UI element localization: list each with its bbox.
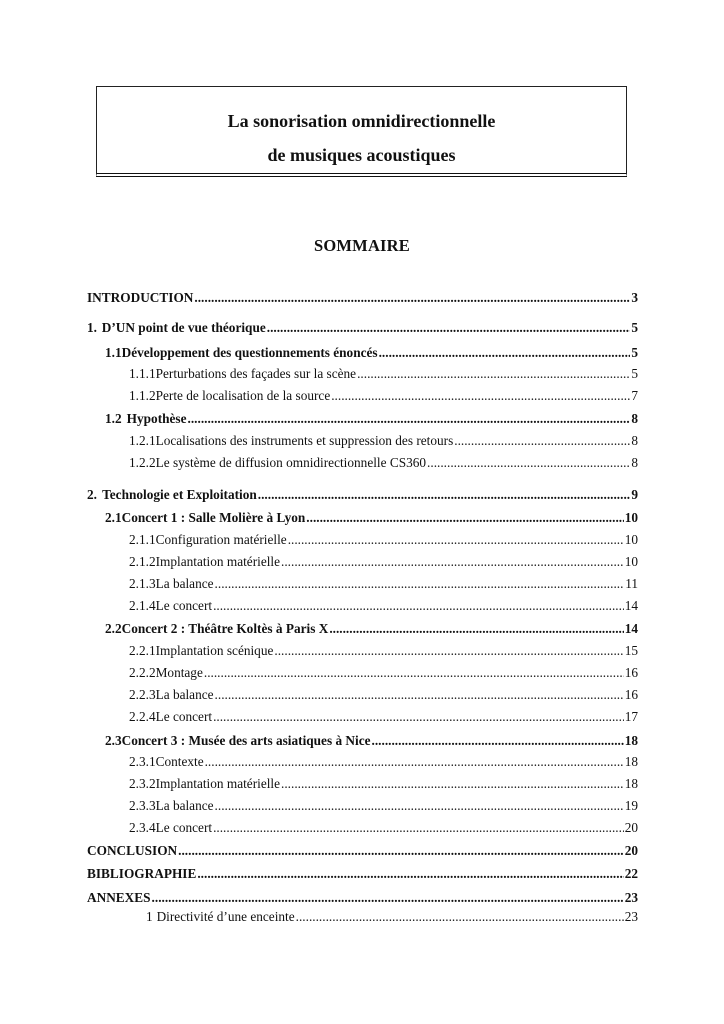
toc-entry-label: Implantation scénique — [155, 643, 274, 658]
toc-entry-label: D’UN point de vue théorique — [101, 320, 266, 335]
toc-entry-number: 2.2 — [105, 621, 122, 636]
document-title-line-2: de musiques acoustiques — [267, 145, 456, 165]
toc-entry-page: 14 — [624, 598, 638, 613]
toc-entry-label: Configuration matérielle — [155, 532, 287, 547]
toc-dot-leader — [329, 621, 623, 637]
toc-entry-number: 1.1.2 — [129, 388, 156, 403]
toc-entry-page: 20 — [624, 843, 638, 858]
toc-entry-number: 2. — [87, 487, 97, 502]
toc-entry-number: 2.1 — [105, 510, 122, 525]
toc-entry-label: CONCLUSION — [87, 843, 178, 858]
toc-entry[interactable] — [105, 733, 638, 749]
toc-entry[interactable] — [129, 754, 638, 770]
toc-dot-leader — [204, 665, 624, 681]
toc-entry-label: BIBLIOGRAPHIE — [87, 866, 197, 881]
toc-dot-leader — [372, 733, 624, 749]
toc-entry-number: 1. — [87, 320, 97, 335]
toc-entry[interactable] — [129, 709, 638, 725]
toc-dot-leader — [213, 598, 624, 614]
toc-dot-leader — [152, 890, 624, 906]
toc-entry-number: 2.1.3 — [129, 576, 156, 591]
toc-dot-leader — [197, 866, 623, 882]
toc-heading: SOMMAIRE — [313, 236, 411, 255]
toc-entry-number: 2.1.2 — [129, 554, 156, 569]
toc-entry[interactable] — [129, 455, 638, 471]
toc-entry[interactable] — [87, 487, 638, 503]
toc-entry[interactable] — [129, 433, 638, 449]
toc-dot-leader — [306, 510, 623, 526]
toc-entry-label: La balance — [155, 687, 214, 702]
toc-entry-page: 11 — [625, 576, 638, 591]
toc-entry-page: 8 — [631, 455, 638, 470]
toc-entry-page: 20 — [624, 820, 638, 835]
toc-entry-page: 9 — [631, 487, 638, 502]
toc-entry-number: 1.1.1 — [129, 366, 156, 381]
document-title-line-1: La sonorisation omnidirectionnelle — [227, 111, 496, 131]
toc-dot-leader — [213, 820, 624, 836]
toc-entry-label: Implantation matérielle — [155, 776, 281, 791]
toc-entry[interactable] — [129, 366, 638, 382]
toc-entry-page: 16 — [624, 687, 638, 702]
toc-entry-page: 10 — [624, 554, 638, 569]
toc-entry[interactable] — [129, 665, 638, 681]
toc-dot-leader — [215, 798, 624, 814]
toc-entry-number: 2.3.4 — [129, 820, 156, 835]
toc-dot-leader — [267, 320, 631, 336]
toc-entry[interactable] — [87, 866, 638, 882]
toc-dot-leader — [215, 576, 625, 592]
toc-entry-number: 2.3.1 — [129, 754, 156, 769]
toc-entry-number: 1.2.2 — [129, 455, 156, 470]
toc-entry-page: 18 — [624, 754, 638, 769]
toc-entry-number: 1.2.1 — [129, 433, 156, 448]
toc-entry-label: Le concert — [155, 598, 213, 613]
toc-entry[interactable] — [129, 532, 638, 548]
toc-entry-page: 23 — [624, 890, 638, 905]
toc-entry-page: 14 — [624, 621, 638, 636]
toc-entry-number: 2.1.1 — [129, 532, 156, 547]
toc-entry[interactable] — [105, 345, 638, 361]
toc-entry[interactable] — [129, 643, 638, 659]
toc-entry-page: 18 — [624, 776, 638, 791]
toc-entry-number: 1.1 — [105, 345, 122, 360]
toc-entry-page: 22 — [624, 866, 638, 881]
toc-entry[interactable] — [129, 798, 638, 814]
toc-dot-leader — [258, 487, 631, 503]
toc-entry-label: Perturbations des façades sur la scène — [155, 366, 357, 381]
toc-entry-label: Le concert — [155, 820, 213, 835]
toc-dot-leader — [194, 290, 630, 306]
toc-entry-page: 23 — [624, 909, 638, 924]
toc-entry-page: 5 — [631, 345, 638, 360]
toc-entry-number: 2.2.2 — [129, 665, 156, 680]
toc-entry-label: La balance — [155, 798, 214, 813]
toc-entry-page: 10 — [624, 532, 638, 547]
toc-entry-label: Localisations des instruments et suppression des retours — [155, 433, 454, 448]
toc-entry[interactable] — [129, 687, 638, 703]
title-box — [96, 86, 627, 177]
toc-dot-leader — [454, 433, 630, 449]
toc-entry-page: 15 — [624, 643, 638, 658]
toc-entry[interactable] — [87, 843, 638, 859]
toc-entry-label: Le concert — [155, 709, 213, 724]
toc-dot-leader — [281, 554, 624, 570]
toc-entry-number: 1.2 — [105, 411, 122, 426]
toc-dot-leader — [427, 455, 630, 471]
toc-entry[interactable] — [105, 621, 638, 637]
toc-entry-label: La balance — [155, 576, 214, 591]
toc-entry[interactable] — [129, 598, 638, 614]
toc-dot-leader — [288, 532, 624, 548]
toc-dot-leader — [215, 687, 624, 703]
toc-entry-label: Hypothèse — [126, 411, 187, 426]
toc-entry[interactable] — [129, 820, 638, 836]
toc-entry[interactable] — [129, 576, 638, 592]
toc-entry-number: 2.1.4 — [129, 598, 156, 613]
toc-entry-label: Le système de diffusion omnidirectionnelle CS360 — [155, 455, 427, 470]
toc-entry-page: 19 — [624, 798, 638, 813]
toc-entry-number: 2.3 — [105, 733, 122, 748]
toc-dot-leader — [331, 388, 630, 404]
toc-entry-number: 2.2.4 — [129, 709, 156, 724]
toc-entry-page: 17 — [624, 709, 638, 724]
toc-dot-leader — [281, 776, 624, 792]
toc-entry[interactable] — [129, 388, 638, 404]
toc-entry[interactable] — [105, 411, 638, 427]
toc-entry-label: Développement des questionnements énoncés — [121, 345, 378, 360]
toc-entry-page: 3 — [631, 290, 638, 305]
toc-entry-number: 2.2.3 — [129, 687, 156, 702]
toc-entry-number: 2.2.1 — [129, 643, 156, 658]
toc-entry-page: 5 — [631, 320, 638, 335]
toc-entry[interactable] — [87, 290, 638, 306]
toc-entry-label: INTRODUCTION — [87, 290, 194, 305]
toc-entry[interactable] — [105, 510, 638, 526]
toc-entry-label: Technologie et Exploitation — [102, 487, 257, 502]
toc-entry-page: 8 — [631, 411, 638, 426]
toc-entry-label: Perte de localisation de la source — [155, 388, 331, 403]
toc-entry-number: 1 — [146, 909, 153, 924]
toc-entry-number: 2.3.2 — [129, 776, 156, 791]
toc-entry-page: 10 — [624, 510, 638, 525]
toc-entry-page: 7 — [631, 388, 638, 403]
toc-dot-leader — [379, 345, 631, 361]
toc-dot-leader — [296, 909, 624, 925]
toc-entry-label: Contexte — [155, 754, 204, 769]
toc-entry-label: Directivité d’une enceinte — [156, 909, 295, 924]
toc-entry-label: Implantation matérielle — [155, 554, 281, 569]
toc-entry-page: 5 — [631, 366, 638, 381]
toc-dot-leader — [188, 411, 631, 427]
toc-entry-label: Concert 2 : Théâtre Koltès à Paris X — [121, 621, 329, 636]
toc-entry[interactable] — [87, 320, 638, 336]
toc-entry-page: 18 — [624, 733, 638, 748]
toc-entry-label: Montage — [155, 665, 203, 680]
toc-dot-leader — [357, 366, 630, 382]
toc-entry-label: Concert 3 : Musée des arts asiatiques à Nice — [121, 733, 371, 748]
toc-entry[interactable] — [129, 554, 638, 570]
toc-entry[interactable] — [87, 890, 638, 906]
toc-entry-label: Concert 1 : Salle Molière à Lyon — [121, 510, 306, 525]
toc-entry[interactable] — [129, 776, 638, 792]
toc-entry-page: 8 — [631, 433, 638, 448]
toc-dot-leader — [205, 754, 624, 770]
toc-entry[interactable] — [146, 909, 638, 925]
toc-entry-number: 2.3.3 — [129, 798, 156, 813]
toc-dot-leader — [213, 709, 624, 725]
toc-entry-label: ANNEXES — [87, 890, 151, 905]
toc-entry-page: 16 — [624, 665, 638, 680]
toc-dot-leader — [274, 643, 623, 659]
toc-dot-leader — [178, 843, 624, 859]
